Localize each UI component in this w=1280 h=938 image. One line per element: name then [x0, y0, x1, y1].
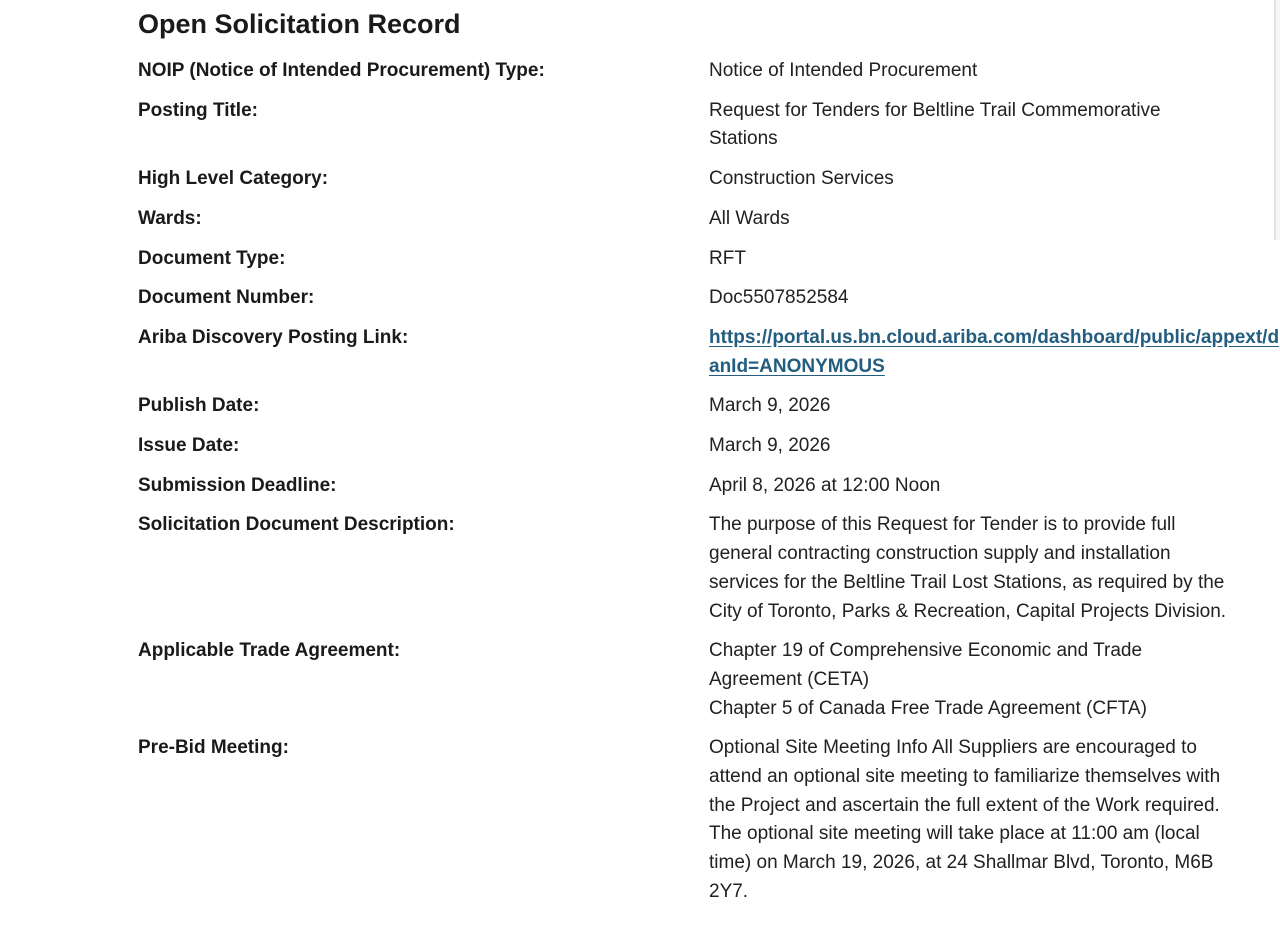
field-value: March 9, 2026	[709, 395, 831, 417]
field-label: Issue Date:	[138, 435, 240, 457]
solicitation-record-page	[138, 7, 1280, 918]
ariba-posting-link[interactable]	[709, 324, 1280, 381]
field-value: Notice of Intended Procurement	[709, 60, 978, 81]
field-label: Pre-Bid Meeting:	[138, 737, 289, 759]
record-field-row-ariba-discovery-posting-link	[138, 324, 1280, 381]
field-value: Request for Tenders for Beltline Trail Commemorative Stations	[709, 99, 1161, 150]
record-field-row-applicable-trade-agreement	[138, 637, 1230, 723]
field-value: Doc5507852584	[709, 287, 849, 309]
record-field-row-publish-date	[138, 392, 1230, 421]
field-label: Publish Date:	[138, 395, 260, 417]
field-label: Submission Deadline:	[138, 474, 337, 496]
record-field-row-solicitation-document-description	[138, 511, 1230, 626]
field-label: Document Type:	[138, 247, 286, 269]
record-field-row-high-level-category	[138, 165, 1230, 194]
field-label: Wards:	[138, 207, 202, 229]
ariba-posting-link-line2: anId=ANONYMOUS	[709, 355, 885, 377]
field-value: Optional Site Meeting Info All Suppliers are encouraged to attend an optional site meeting to familiarize themselves with the Project and ascertain the full extent of the Work required. The optional site meeting will take place at 11:00 am (local time) on March 19, 2026, at 24 Shallmar Blvd, Toronto, M6B 2Y7.	[709, 737, 1221, 902]
record-field-row-wards	[138, 205, 1230, 234]
field-value: All Wards	[709, 207, 790, 229]
field-label: NOIP (Notice of Intended Procurement) Type:	[138, 60, 545, 81]
field-label: Posting Title:	[138, 99, 258, 121]
vertical-scrollbar-thumb[interactable]	[1274, 0, 1280, 240]
field-label: High Level Category:	[138, 168, 329, 190]
field-label: Document Number:	[138, 287, 315, 309]
field-label: Applicable Trade Agreement:	[138, 640, 401, 662]
record-field-row-pre-bid-meeting	[138, 734, 1230, 906]
record-field-row-noip-type	[138, 57, 1230, 86]
field-value-line: Chapter 5 of Canada Free Trade Agreement (CFTA)	[709, 697, 1147, 719]
field-value	[709, 637, 1230, 723]
record-field-row-submission-deadline	[138, 472, 1230, 501]
record-field-row-document-type	[138, 245, 1230, 274]
page-title: Open Solicitation Record	[138, 9, 461, 39]
record-field-row-posting-title	[138, 97, 1230, 154]
field-value: The purpose of this Request for Tender is to provide full general contracting construction supply and installation services for the Beltline Trail Lost Stations, as required by the City of Toronto, Parks & Recreation, Capital Projects Division.	[709, 514, 1227, 622]
field-value: March 9, 2026	[709, 435, 831, 457]
field-value: April 8, 2026 at 12:00 Noon	[709, 474, 941, 496]
field-value	[709, 324, 1280, 381]
field-value: RFT	[709, 247, 746, 269]
field-label: Solicitation Document Description:	[138, 514, 455, 536]
record-field-row-document-number	[138, 284, 1230, 313]
ariba-posting-link-line1: https://portal.us.bn.cloud.ariba.com/dashboard/public/appext/d	[709, 326, 1280, 348]
field-value-line: Chapter 19 of Comprehensive Economic and Trade Agreement (CETA)	[709, 640, 1143, 690]
record-field-list	[138, 57, 1280, 907]
field-value: Construction Services	[709, 168, 894, 190]
record-field-row-issue-date	[138, 432, 1230, 461]
field-label: Ariba Discovery Posting Link:	[138, 326, 409, 348]
